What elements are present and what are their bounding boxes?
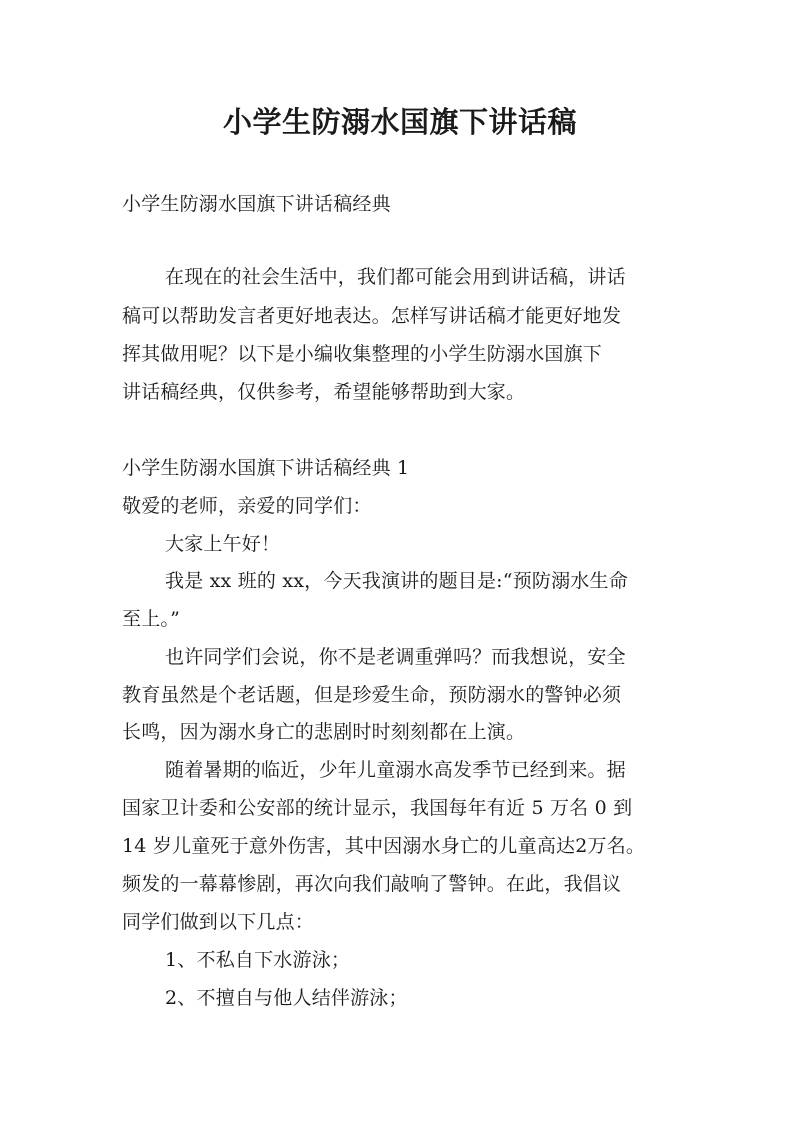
body-line: 频发的一幕幕惨剧，再次向我们敲响了警钟。在此，我倡议: [122, 873, 622, 895]
body-line: 也许同学们会说，你不是老调重弹吗？而我想说，安全: [165, 646, 626, 668]
body-line: 随着暑期的临近，少年儿童溺水高发季节已经到来。据: [165, 759, 626, 781]
body-line: 教育虽然是个老话题，但是珍爱生命，预防溺水的警钟必须: [122, 684, 622, 706]
section-heading: 小学生防溺水国旗下讲话稿经典 1: [122, 457, 410, 479]
salutation: 敬爱的老师，亲爱的同学们：: [122, 495, 372, 517]
body-line: 我是 xx 班的 xx，今天我演讲的题目是:“预防溺水生命: [165, 570, 628, 592]
list-item: 2、不擅自与他人结伴游泳；: [165, 987, 408, 1009]
intro-line: 在现在的社会生活中，我们都可能会用到讲话稿，讲话: [165, 266, 626, 288]
document-title: 小学生防溺水国旗下讲话稿: [222, 105, 577, 139]
intro-line: 讲话稿经典，仅供参考，希望能够帮助到大家。: [122, 381, 526, 403]
body-line: 14 岁儿童死于意外伤害，其中因溺水身亡的儿童高达2万名。: [122, 835, 646, 857]
document-subtitle: 小学生防溺水国旗下讲话稿经典: [122, 193, 391, 215]
intro-line: 稿可以帮助发言者更好地表达。怎样写讲话稿才能更好地发: [122, 305, 622, 327]
intro-line: 挥其做用呢？以下是小编收集整理的小学生防溺水国旗下: [122, 343, 603, 365]
body-line: 同学们做到以下几点：: [122, 911, 315, 933]
list-item: 1、不私自下水游泳；: [165, 949, 351, 971]
body-line: 至上。”: [122, 608, 181, 630]
body-line: 大家上午好！: [165, 533, 281, 555]
body-line: 长鸣，因为溺水身亡的悲剧时时刻刻都在上演。: [122, 721, 526, 743]
body-line: 国家卫计委和公安部的统计显示，我国每年有近 5 万名 0 到: [122, 797, 633, 819]
